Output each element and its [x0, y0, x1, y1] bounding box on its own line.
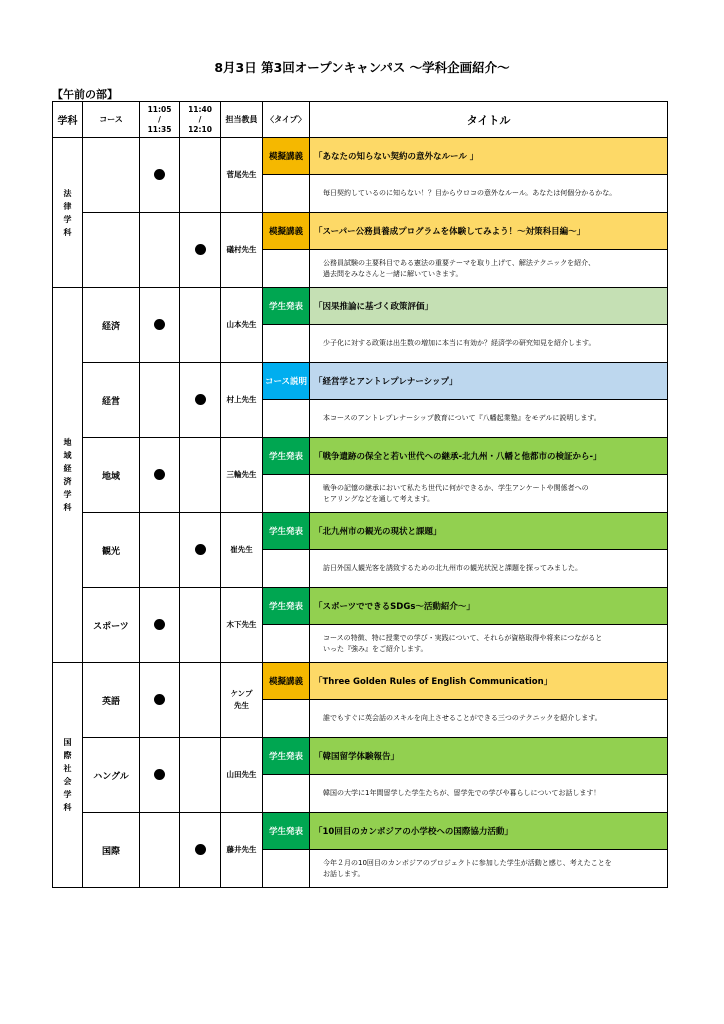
type-badge: 学生発表 [263, 813, 310, 850]
session-dot-icon [195, 394, 206, 405]
header-type: 〈タイプ〉 [263, 102, 310, 138]
session-title: 「スーパー公務員養成プログラムを体験してみよう！～対策科目編～」 [310, 213, 668, 250]
slot1-cell [140, 438, 180, 513]
slot2-cell [180, 813, 221, 888]
session-description: 本コースのアントレプレナーシップ教育について『八幡起業塾』をモデルに説明します。 [310, 400, 668, 438]
session-description: 今年２月の10回目のカンボジアのプロジェクトに参加した学生が活動と感じ、考えたことを お話します。 [310, 850, 668, 888]
table-row [53, 813, 668, 850]
course-cell: 地域 [83, 438, 140, 513]
type-badge: 模擬講義 [263, 213, 310, 250]
page-title: 8月3日 第3回オープンキャンパス ～学科企画紹介～ [214, 60, 510, 75]
session-title: 「因果推論に基づく政策評価」 [310, 288, 668, 325]
table-row [53, 138, 668, 175]
course-cell: 経済 [83, 288, 140, 363]
course-cell: スポーツ [83, 588, 140, 663]
table-row [53, 588, 668, 625]
teacher-cell: 山本先生 [221, 288, 263, 363]
course-cell: ハングル [83, 738, 140, 813]
slot2-cell [180, 288, 221, 363]
slot2-cell [180, 213, 221, 288]
session-title: 「Three Golden Rules of English Communication」 [310, 663, 668, 700]
table-row [53, 663, 668, 700]
session-title: 「スポーツでできるSDGs～活動紹介～」 [310, 588, 668, 625]
course-cell: 経営 [83, 363, 140, 438]
teacher-cell: 村上先生 [221, 363, 263, 438]
header-slot1: 11:05 / 11:35 [140, 102, 180, 138]
type-badge: 模擬講義 [263, 138, 310, 175]
session-dot-icon [195, 844, 206, 855]
slot1-cell [140, 663, 180, 738]
teacher-cell: 礒村先生 [221, 213, 263, 288]
type-blank [263, 250, 310, 288]
type-blank [263, 775, 310, 813]
session-dot-icon [154, 469, 165, 480]
teacher-cell: 崔先生 [221, 513, 263, 588]
section-label: 【午前の部】 [52, 88, 118, 101]
table-row [53, 513, 668, 550]
session-dot-icon [154, 619, 165, 630]
course-cell [83, 138, 140, 213]
slot1-cell [140, 588, 180, 663]
type-badge: 学生発表 [263, 438, 310, 475]
department-cell: 国 際 社 会 学 科 [53, 663, 83, 888]
slot2-cell [180, 438, 221, 513]
header-course: コース [83, 102, 140, 138]
slot2-cell [180, 588, 221, 663]
type-blank [263, 325, 310, 363]
type-blank [263, 475, 310, 513]
course-cell [83, 213, 140, 288]
session-description: コースの特徴、特に授業での学び・実践について、それらが資格取得や将来につながると いった『強み』をご紹介します。 [310, 625, 668, 663]
table-row [53, 363, 668, 400]
session-description: 韓国の大学に1年間留学した学生たちが、留学先での学びや暮らしについてお話します！ [310, 775, 668, 813]
session-description: 公務員試験の主要科目である憲法の重要テーマを取り上げて、解法テクニックを紹介、 過去問をみなさんと一緒に解いていきます。 [310, 250, 668, 288]
slot1-cell [140, 813, 180, 888]
session-title: 「あなたの知らない契約の意外なルール 」 [310, 138, 668, 175]
session-dot-icon [195, 244, 206, 255]
slot2-cell [180, 738, 221, 813]
table-row [53, 288, 668, 325]
slot1-cell [140, 288, 180, 363]
session-dot-icon [154, 319, 165, 330]
session-title: 「韓国留学体験報告」 [310, 738, 668, 775]
slot1-cell [140, 213, 180, 288]
slot2-cell [180, 138, 221, 213]
session-title: 「経営学とアントレプレナーシップ」 [310, 363, 668, 400]
teacher-cell: 菅尾先生 [221, 138, 263, 213]
schedule-table [52, 101, 668, 888]
teacher-cell: 三輪先生 [221, 438, 263, 513]
session-title: 「10回目のカンボジアの小学校への国際協力活動」 [310, 813, 668, 850]
course-cell: 英語 [83, 663, 140, 738]
department-cell: 法 律 学 科 [53, 138, 83, 288]
session-description: 毎日契約しているのに知らない！？目からウロコの意外なルール。あなたは何個分かるかな。 [310, 175, 668, 213]
slot1-cell [140, 738, 180, 813]
course-cell: 国際 [83, 813, 140, 888]
slot1-cell [140, 138, 180, 213]
slot1-cell [140, 363, 180, 438]
type-badge: 学生発表 [263, 513, 310, 550]
header-teacher: 担当教員 [221, 102, 263, 138]
type-blank [263, 700, 310, 738]
session-dot-icon [154, 769, 165, 780]
table-row [53, 213, 668, 250]
session-description: 誰でもすぐに英会話のスキルを向上させることができる三つのテクニックを紹介します。 [310, 700, 668, 738]
slot2-cell [180, 513, 221, 588]
type-badge: 学生発表 [263, 738, 310, 775]
department-cell: 地 域 経 済 学 科 [53, 288, 83, 663]
teacher-cell: ケンプ 先生 [221, 663, 263, 738]
course-cell: 観光 [83, 513, 140, 588]
type-blank [263, 400, 310, 438]
table-row [53, 438, 668, 475]
session-dot-icon [195, 544, 206, 555]
type-blank [263, 625, 310, 663]
teacher-cell: 木下先生 [221, 588, 263, 663]
type-badge: コース説明 [263, 363, 310, 400]
type-badge: 学生発表 [263, 288, 310, 325]
session-title: 「北九州市の観光の現状と課題」 [310, 513, 668, 550]
session-title: 「戦争遺跡の保全と若い世代への継承-北九州・八幡と他都市の検証から-」 [310, 438, 668, 475]
type-blank [263, 175, 310, 213]
slot2-cell [180, 363, 221, 438]
type-badge: 模擬講義 [263, 663, 310, 700]
teacher-cell: 藤井先生 [221, 813, 263, 888]
type-badge: 学生発表 [263, 588, 310, 625]
type-blank [263, 550, 310, 588]
type-blank [263, 850, 310, 888]
header-row [53, 102, 668, 138]
slot1-cell [140, 513, 180, 588]
header-dept: 学科 [53, 102, 83, 138]
session-description: 戦争の記憶の継承において私たち世代に何ができるか、学生アンケートや関係者への ヒアリングなどを通して考えます。 [310, 475, 668, 513]
session-description: 少子化に対する政策は出生数の増加に本当に有効か？経済学の研究知見を紹介します。 [310, 325, 668, 363]
table-row [53, 738, 668, 775]
header-slot2: 11:40 / 12:10 [180, 102, 221, 138]
session-dot-icon [154, 694, 165, 705]
header-title: タイトル [310, 102, 668, 138]
session-dot-icon [154, 169, 165, 180]
slot2-cell [180, 663, 221, 738]
session-description: 訪日外国人観光客を誘致するための北九州市の観光状況と課題を探ってみました。 [310, 550, 668, 588]
teacher-cell: 山田先生 [221, 738, 263, 813]
